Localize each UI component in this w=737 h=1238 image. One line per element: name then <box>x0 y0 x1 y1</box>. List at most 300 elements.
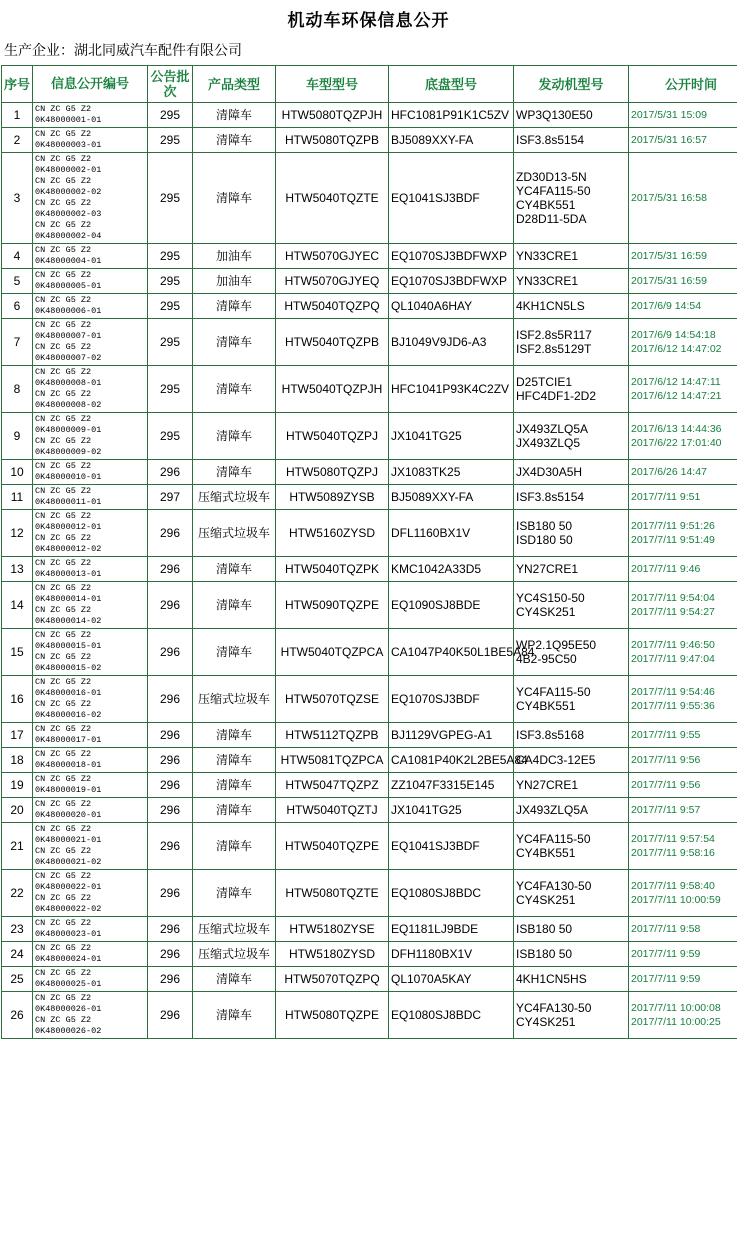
cell-disclosure-code-line: 0K48000007-01 <box>35 331 102 341</box>
cell-batch: 296 <box>148 870 193 917</box>
cell-publish-time <box>629 870 737 917</box>
cell-index: 7 <box>2 319 33 366</box>
cell-vehicle-model: HTW5080TQZPJ <box>276 460 389 485</box>
cell-chassis-model <box>389 723 514 748</box>
cell-index: 16 <box>2 676 33 723</box>
table-row <box>2 870 737 917</box>
cell-engine-model <box>514 128 629 153</box>
cell-vehicle-model: HTW5040TQZTJ <box>276 798 389 823</box>
cell-disclosure-code-line: CN ZC G5 Z2 <box>35 993 92 1003</box>
cell-product-type: 清障车 <box>193 773 276 798</box>
cell-engine-model <box>514 366 629 413</box>
cell-product-type: 清障车 <box>193 460 276 485</box>
cell-publish-time-line: 2017/7/11 10:00:25 <box>631 1016 721 1028</box>
cell-disclosure-code <box>33 557 148 582</box>
table-header <box>2 66 737 103</box>
cell-engine-model-line: ISF2.8s5R117 <box>516 328 592 342</box>
cell-index: 5 <box>2 269 33 294</box>
cell-batch: 295 <box>148 103 193 128</box>
cell-engine-model-line: CY4BK551 <box>516 846 576 860</box>
table-row <box>2 917 737 942</box>
cell-vehicle-model: HTW5180ZYSE <box>276 917 389 942</box>
cell-vehicle-model: HTW5081TQZPCA <box>276 748 389 773</box>
cell-engine-model-line: ISB180 50 <box>516 922 573 936</box>
cell-chassis-model <box>389 992 514 1039</box>
cell-product-type: 压缩式垃圾车 <box>193 942 276 967</box>
company-label: 生产企业：湖北同威汽车配件有限公司 <box>4 42 242 58</box>
cell-product-type: 加油车 <box>193 244 276 269</box>
cell-batch: 296 <box>148 460 193 485</box>
cell-publish-time-line: 2017/7/11 9:58 <box>631 923 701 935</box>
cell-engine-model <box>514 460 629 485</box>
cell-disclosure-code-line: CN ZC G5 Z2 <box>35 824 92 834</box>
cell-product-type: 压缩式垃圾车 <box>193 676 276 723</box>
cell-disclosure-code-line: 0K48000010-01 <box>35 472 102 482</box>
table-row <box>2 676 737 723</box>
cell-disclosure-code <box>33 413 148 460</box>
table-row <box>2 723 737 748</box>
cell-engine-model <box>514 629 629 676</box>
cell-vehicle-model: HTW5040TQZPCA <box>276 629 389 676</box>
cell-disclosure-code-line: 0K48000002-02 <box>35 187 102 197</box>
cell-disclosure-code-line: 0K48000016-02 <box>35 710 102 720</box>
cell-engine-model <box>514 676 629 723</box>
table-row <box>2 557 737 582</box>
cell-disclosure-code <box>33 294 148 319</box>
cell-chassis-model-line: CA1047P40K50L1BE5A84 <box>391 645 535 659</box>
cell-batch: 296 <box>148 510 193 557</box>
cell-publish-time-line: 2017/7/11 9:56 <box>631 779 701 791</box>
cell-index: 15 <box>2 629 33 676</box>
cell-disclosure-code-line: CN ZC G5 Z2 <box>35 533 92 543</box>
cell-batch: 296 <box>148 582 193 629</box>
cell-index: 12 <box>2 510 33 557</box>
cell-engine-model <box>514 870 629 917</box>
cell-publish-time <box>629 319 737 366</box>
cell-publish-time-line: 2017/5/31 16:59 <box>631 275 707 287</box>
cell-product-type: 清障车 <box>193 557 276 582</box>
cell-chassis-model-line: QL1070A5KAY <box>391 972 472 986</box>
cell-batch: 296 <box>148 798 193 823</box>
cell-chassis-model <box>389 128 514 153</box>
cell-disclosure-code-line: 0K48000026-01 <box>35 1004 102 1014</box>
cell-index: 25 <box>2 967 33 992</box>
cell-engine-model-line: WP2.1Q95E50 <box>516 638 597 652</box>
cell-publish-time-line: 2017/5/31 16:58 <box>631 192 707 204</box>
cell-engine-model <box>514 823 629 870</box>
cell-disclosure-code-line: CN ZC G5 Z2 <box>35 270 92 280</box>
cell-disclosure-code-line: CN ZC G5 Z2 <box>35 198 92 208</box>
cell-engine-model-line: CA4DC3-12E5 <box>516 753 596 767</box>
cell-index: 22 <box>2 870 33 917</box>
cell-disclosure-code-line: CN ZC G5 Z2 <box>35 245 92 255</box>
header-row <box>2 66 737 103</box>
cell-product-type: 清障车 <box>193 629 276 676</box>
cell-chassis-model <box>389 676 514 723</box>
cell-chassis-model <box>389 870 514 917</box>
cell-vehicle-model: HTW5080TQZPJH <box>276 103 389 128</box>
cell-vehicle-model: HTW5040TQZPB <box>276 319 389 366</box>
cell-disclosure-code-line: 0K48000008-01 <box>35 378 102 388</box>
cell-publish-time-line: 2017/7/11 9:55:36 <box>631 700 715 712</box>
cell-engine-model-line: D25TCIE1 <box>516 375 573 389</box>
table-row <box>2 485 737 510</box>
cell-chassis-model-line: DFL1160BX1V <box>391 526 471 540</box>
column-header-index: 序号 <box>2 66 33 103</box>
cell-engine-model <box>514 967 629 992</box>
cell-disclosure-code-line: CN ZC G5 Z2 <box>35 699 92 709</box>
cell-index: 17 <box>2 723 33 748</box>
cell-engine-model <box>514 582 629 629</box>
cell-publish-time-line: 2017/6/22 17:01:40 <box>631 437 722 449</box>
cell-disclosure-code-line: CN ZC G5 Z2 <box>35 558 92 568</box>
cell-disclosure-code-line: CN ZC G5 Z2 <box>35 486 92 496</box>
cell-batch: 295 <box>148 244 193 269</box>
cell-publish-time <box>629 510 737 557</box>
cell-disclosure-code-line: CN ZC G5 Z2 <box>35 1015 92 1025</box>
cell-chassis-model <box>389 798 514 823</box>
cell-chassis-model-line: EQ1070SJ3BDF <box>391 692 480 706</box>
cell-chassis-model <box>389 629 535 676</box>
table-body <box>2 103 737 1039</box>
cell-engine-model-line: ISB180 50 <box>516 947 573 961</box>
cell-engine-model <box>514 294 629 319</box>
cell-disclosure-code-line: 0K48000003-01 <box>35 140 102 150</box>
table-row <box>2 244 737 269</box>
cell-publish-time <box>629 723 737 748</box>
cell-vehicle-model: HTW5080TQZTE <box>276 870 389 917</box>
cell-product-type: 清障车 <box>193 748 276 773</box>
cell-index: 11 <box>2 485 33 510</box>
cell-publish-time <box>629 748 737 773</box>
cell-engine-model-line: JX493ZLQ5 <box>516 436 581 450</box>
cell-product-type: 压缩式垃圾车 <box>193 510 276 557</box>
cell-engine-model-line: CY4BK551 <box>516 198 576 212</box>
cell-engine-model-line: JX493ZLQ5A <box>516 422 589 436</box>
cell-product-type: 清障车 <box>193 366 276 413</box>
cell-batch: 295 <box>148 294 193 319</box>
cell-chassis-model-line: JX1041TG25 <box>391 429 462 443</box>
column-header-model: 车型型号 <box>276 66 389 103</box>
cell-vehicle-model: HTW5112TQZPB <box>276 723 389 748</box>
cell-publish-time <box>629 798 737 823</box>
cell-disclosure-code <box>33 773 148 798</box>
cell-disclosure-code <box>33 128 148 153</box>
cell-product-type: 清障车 <box>193 319 276 366</box>
cell-vehicle-model: HTW5089ZYSB <box>276 485 389 510</box>
cell-engine-model <box>514 748 629 773</box>
cell-disclosure-code-line: 0K48000002-01 <box>35 165 102 175</box>
cell-vehicle-model: HTW5040TQZTE <box>276 153 389 244</box>
table-row <box>2 294 737 319</box>
cell-disclosure-code-line: CN ZC G5 Z2 <box>35 893 92 903</box>
cell-engine-model <box>514 992 629 1039</box>
cell-disclosure-code <box>33 244 148 269</box>
cell-disclosure-code <box>33 510 148 557</box>
cell-index: 8 <box>2 366 33 413</box>
cell-engine-model <box>514 557 629 582</box>
cell-vehicle-model: HTW5070TQZPQ <box>276 967 389 992</box>
cell-disclosure-code-line: 0K48000012-02 <box>35 544 102 554</box>
cell-disclosure-code-line: CN ZC G5 Z2 <box>35 320 92 330</box>
cell-publish-time <box>629 629 737 676</box>
cell-index: 18 <box>2 748 33 773</box>
cell-index: 9 <box>2 413 33 460</box>
cell-disclosure-code-line: 0K48000021-02 <box>35 857 102 867</box>
cell-engine-model-line: 4KH1CN5HS <box>516 972 587 986</box>
cell-disclosure-code-line: CN ZC G5 Z2 <box>35 154 92 164</box>
cell-disclosure-code-line: 0K48000002-04 <box>35 231 102 241</box>
table-row <box>2 798 737 823</box>
cell-index: 21 <box>2 823 33 870</box>
cell-publish-time <box>629 413 737 460</box>
cell-index: 1 <box>2 103 33 128</box>
cell-disclosure-code-line: 0K48000012-01 <box>35 522 102 532</box>
column-header-engine: 发动机型号 <box>514 66 629 103</box>
cell-publish-time <box>629 294 737 319</box>
cell-publish-time <box>629 676 737 723</box>
cell-engine-model-line: YC4S150-50 <box>516 591 585 605</box>
cell-disclosure-code <box>33 917 148 942</box>
cell-chassis-model <box>389 967 514 992</box>
cell-product-type: 清障车 <box>193 128 276 153</box>
cell-disclosure-code-line: CN ZC G5 Z2 <box>35 943 92 953</box>
cell-batch: 296 <box>148 557 193 582</box>
cell-disclosure-code-line: CN ZC G5 Z2 <box>35 176 92 186</box>
cell-product-type: 清障车 <box>193 153 276 244</box>
cell-publish-time-line: 2017/7/11 9:55 <box>631 729 701 741</box>
cell-publish-time-line: 2017/6/12 14:47:21 <box>631 390 722 402</box>
vehicle-disclosure-table <box>1 65 737 1039</box>
cell-batch: 296 <box>148 967 193 992</box>
cell-engine-model-line: ISF3.8s5154 <box>516 490 585 504</box>
cell-disclosure-code-line: 0K48000025-01 <box>35 979 102 989</box>
cell-disclosure-code-line: CN ZC G5 Z2 <box>35 846 92 856</box>
cell-engine-model-line: 4B2-95C50 <box>516 652 577 666</box>
cell-batch: 295 <box>148 153 193 244</box>
table-row <box>2 629 737 676</box>
column-header-type: 产品类型 <box>193 66 276 103</box>
table-row <box>2 413 737 460</box>
cell-index: 19 <box>2 773 33 798</box>
cell-publish-time-line: 2017/6/12 14:47:11 <box>631 376 721 388</box>
cell-vehicle-model: HTW5040TQZPJH <box>276 366 389 413</box>
cell-chassis-model <box>389 294 514 319</box>
cell-disclosure-code <box>33 153 148 244</box>
table-row <box>2 269 737 294</box>
table-row <box>2 967 737 992</box>
cell-publish-time-line: 2017/5/31 16:57 <box>631 134 707 146</box>
cell-disclosure-code-line: CN ZC G5 Z2 <box>35 630 92 640</box>
cell-index: 3 <box>2 153 33 244</box>
cell-chassis-model-line: JX1083TK25 <box>391 465 461 479</box>
cell-product-type: 清障车 <box>193 798 276 823</box>
cell-disclosure-code-line: CN ZC G5 Z2 <box>35 104 92 114</box>
cell-disclosure-code-line: CN ZC G5 Z2 <box>35 652 92 662</box>
cell-chassis-model-line: HFC1041P93K4C2ZV <box>391 382 510 396</box>
cell-engine-model <box>514 798 629 823</box>
cell-engine-model <box>514 244 629 269</box>
cell-disclosure-code <box>33 460 148 485</box>
cell-publish-time-line: 2017/7/11 9:57:54 <box>631 833 715 845</box>
cell-product-type: 清障车 <box>193 413 276 460</box>
cell-publish-time <box>629 773 737 798</box>
cell-disclosure-code-line: CN ZC G5 Z2 <box>35 583 92 593</box>
cell-publish-time-line: 2017/6/9 14:54:18 <box>631 329 716 341</box>
cell-batch: 296 <box>148 942 193 967</box>
cell-vehicle-model: HTW5070GJYEQ <box>276 269 389 294</box>
cell-publish-time-line: 2017/7/11 9:58:40 <box>631 880 715 892</box>
cell-disclosure-code <box>33 723 148 748</box>
cell-engine-model-line: CY4SK251 <box>516 1015 576 1029</box>
cell-index: 13 <box>2 557 33 582</box>
cell-chassis-model-line: EQ1041SJ3BDF <box>391 839 480 853</box>
cell-disclosure-code-line: CN ZC G5 Z2 <box>35 220 92 230</box>
cell-chassis-model <box>389 510 514 557</box>
cell-publish-time-line: 2017/7/11 9:51 <box>631 491 701 503</box>
cell-publish-time-line: 2017/7/11 10:00:08 <box>631 1002 721 1014</box>
cell-disclosure-code-line: CN ZC G5 Z2 <box>35 605 92 615</box>
cell-publish-time-line: 2017/6/13 14:44:36 <box>631 423 722 435</box>
cell-disclosure-code <box>33 823 148 870</box>
cell-chassis-model-line: CA1081P40K2L2BE5A84 <box>391 753 528 767</box>
table-row <box>2 319 737 366</box>
cell-index: 10 <box>2 460 33 485</box>
cell-chassis-model-line: BJ1049V9JD6-A3 <box>391 335 487 349</box>
cell-engine-model-line: JX4D30A5H <box>516 465 583 479</box>
table-row <box>2 773 737 798</box>
cell-batch: 296 <box>148 823 193 870</box>
cell-product-type: 清障车 <box>193 870 276 917</box>
table-row <box>2 942 737 967</box>
cell-chassis-model-line: ZZ1047F3315E145 <box>391 778 495 792</box>
table-row <box>2 103 737 128</box>
cell-publish-time <box>629 485 737 510</box>
cell-disclosure-code <box>33 942 148 967</box>
cell-disclosure-code-line: 0K48000016-01 <box>35 688 102 698</box>
column-header-code: 信息公开编号 <box>33 66 148 103</box>
cell-disclosure-code-line: 0K48000024-01 <box>35 954 102 964</box>
cell-chassis-model <box>389 773 514 798</box>
cell-disclosure-code <box>33 269 148 294</box>
column-header-batch: 公告批次 <box>148 66 193 103</box>
cell-engine-model-line: YN33CRE1 <box>516 249 579 263</box>
cell-chassis-model-line: KMC1042A33D5 <box>391 562 482 576</box>
cell-publish-time-line: 2017/7/11 9:54:27 <box>631 606 715 618</box>
cell-engine-model <box>514 942 629 967</box>
cell-disclosure-code-line: CN ZC G5 Z2 <box>35 511 92 521</box>
cell-disclosure-code-line: 0K48000009-01 <box>35 425 102 435</box>
table-row <box>2 366 737 413</box>
cell-disclosure-code-line: 0K48000004-01 <box>35 256 102 266</box>
cell-publish-time <box>629 582 737 629</box>
table-row <box>2 153 737 244</box>
cell-engine-model <box>514 485 629 510</box>
cell-vehicle-model: HTW5070GJYEC <box>276 244 389 269</box>
cell-engine-model-line: YC4FA130-50 <box>516 879 592 893</box>
cell-batch: 297 <box>148 485 193 510</box>
cell-chassis-model-line: EQ1070SJ3BDFWXP <box>391 249 508 263</box>
cell-engine-model <box>514 917 629 942</box>
cell-batch: 295 <box>148 319 193 366</box>
cell-publish-time-line: 2017/6/12 14:47:02 <box>631 343 722 355</box>
column-header-time: 公开时间 <box>629 66 737 103</box>
cell-disclosure-code-line: 0K48000006-01 <box>35 306 102 316</box>
cell-chassis-model <box>389 917 514 942</box>
cell-chassis-model <box>389 269 514 294</box>
cell-engine-model-line: ISD180 50 <box>516 533 573 547</box>
cell-vehicle-model: HTW5040TQZPK <box>276 557 389 582</box>
cell-chassis-model <box>389 485 514 510</box>
cell-disclosure-code <box>33 582 148 629</box>
table-row <box>2 460 737 485</box>
cell-publish-time <box>629 128 737 153</box>
cell-chassis-model <box>389 413 514 460</box>
cell-publish-time <box>629 244 737 269</box>
cell-publish-time-line: 2017/7/11 9:58:16 <box>631 847 715 859</box>
cell-engine-model-line: JX493ZLQ5A <box>516 803 589 817</box>
cell-vehicle-model: HTW5047TQZPZ <box>276 773 389 798</box>
table-row <box>2 510 737 557</box>
cell-index: 23 <box>2 917 33 942</box>
page-title: 机动车环保信息公开 <box>287 11 450 30</box>
cell-chassis-model <box>389 582 514 629</box>
cell-batch: 296 <box>148 676 193 723</box>
cell-disclosure-code-line: CN ZC G5 Z2 <box>35 677 92 687</box>
cell-engine-model <box>514 103 629 128</box>
cell-disclosure-code-line: CN ZC G5 Z2 <box>35 414 92 424</box>
cell-publish-time <box>629 823 737 870</box>
cell-batch: 296 <box>148 748 193 773</box>
cell-vehicle-model: HTW5070TQZSE <box>276 676 389 723</box>
cell-engine-model <box>514 269 629 294</box>
cell-product-type: 清障车 <box>193 582 276 629</box>
cell-chassis-model <box>389 103 514 128</box>
column-header-chassis: 底盘型号 <box>389 66 514 103</box>
cell-product-type: 清障车 <box>193 992 276 1039</box>
cell-engine-model-line: ISF3.8s5154 <box>516 133 585 147</box>
cell-engine-model-line: HFC4DF1-2D2 <box>516 389 597 403</box>
cell-publish-time <box>629 103 737 128</box>
cell-engine-model-line: CY4SK251 <box>516 893 576 907</box>
cell-publish-time-line: 2017/6/9 14:54 <box>631 300 702 312</box>
cell-disclosure-code-line: 0K48000005-01 <box>35 281 102 291</box>
cell-disclosure-code-line: 0K48000022-02 <box>35 904 102 914</box>
table-row <box>2 582 737 629</box>
cell-chassis-model <box>389 942 514 967</box>
cell-disclosure-code-line: CN ZC G5 Z2 <box>35 774 92 784</box>
cell-disclosure-code <box>33 798 148 823</box>
cell-batch: 296 <box>148 629 193 676</box>
cell-disclosure-code-line: 0K48000021-01 <box>35 835 102 845</box>
cell-vehicle-model: HTW5040TQZPQ <box>276 294 389 319</box>
cell-chassis-model <box>389 319 514 366</box>
cell-publish-time-line: 2017/7/11 9:59 <box>631 973 701 985</box>
cell-publish-time-line: 2017/7/11 9:54:46 <box>631 686 715 698</box>
cell-chassis-model <box>389 748 528 773</box>
cell-disclosure-code-line: 0K48000022-01 <box>35 882 102 892</box>
cell-chassis-model <box>389 366 514 413</box>
cell-disclosure-code-line: CN ZC G5 Z2 <box>35 724 92 734</box>
cell-index: 20 <box>2 798 33 823</box>
cell-publish-time-line: 2017/7/11 9:51:49 <box>631 534 715 546</box>
cell-disclosure-code-line: CN ZC G5 Z2 <box>35 918 92 928</box>
cell-chassis-model-line: EQ1090SJ8BDE <box>391 598 481 612</box>
cell-disclosure-code <box>33 629 148 676</box>
cell-engine-model-line: YN27CRE1 <box>516 778 579 792</box>
cell-chassis-model-line: EQ1041SJ3BDF <box>391 191 480 205</box>
cell-engine-model <box>514 413 629 460</box>
